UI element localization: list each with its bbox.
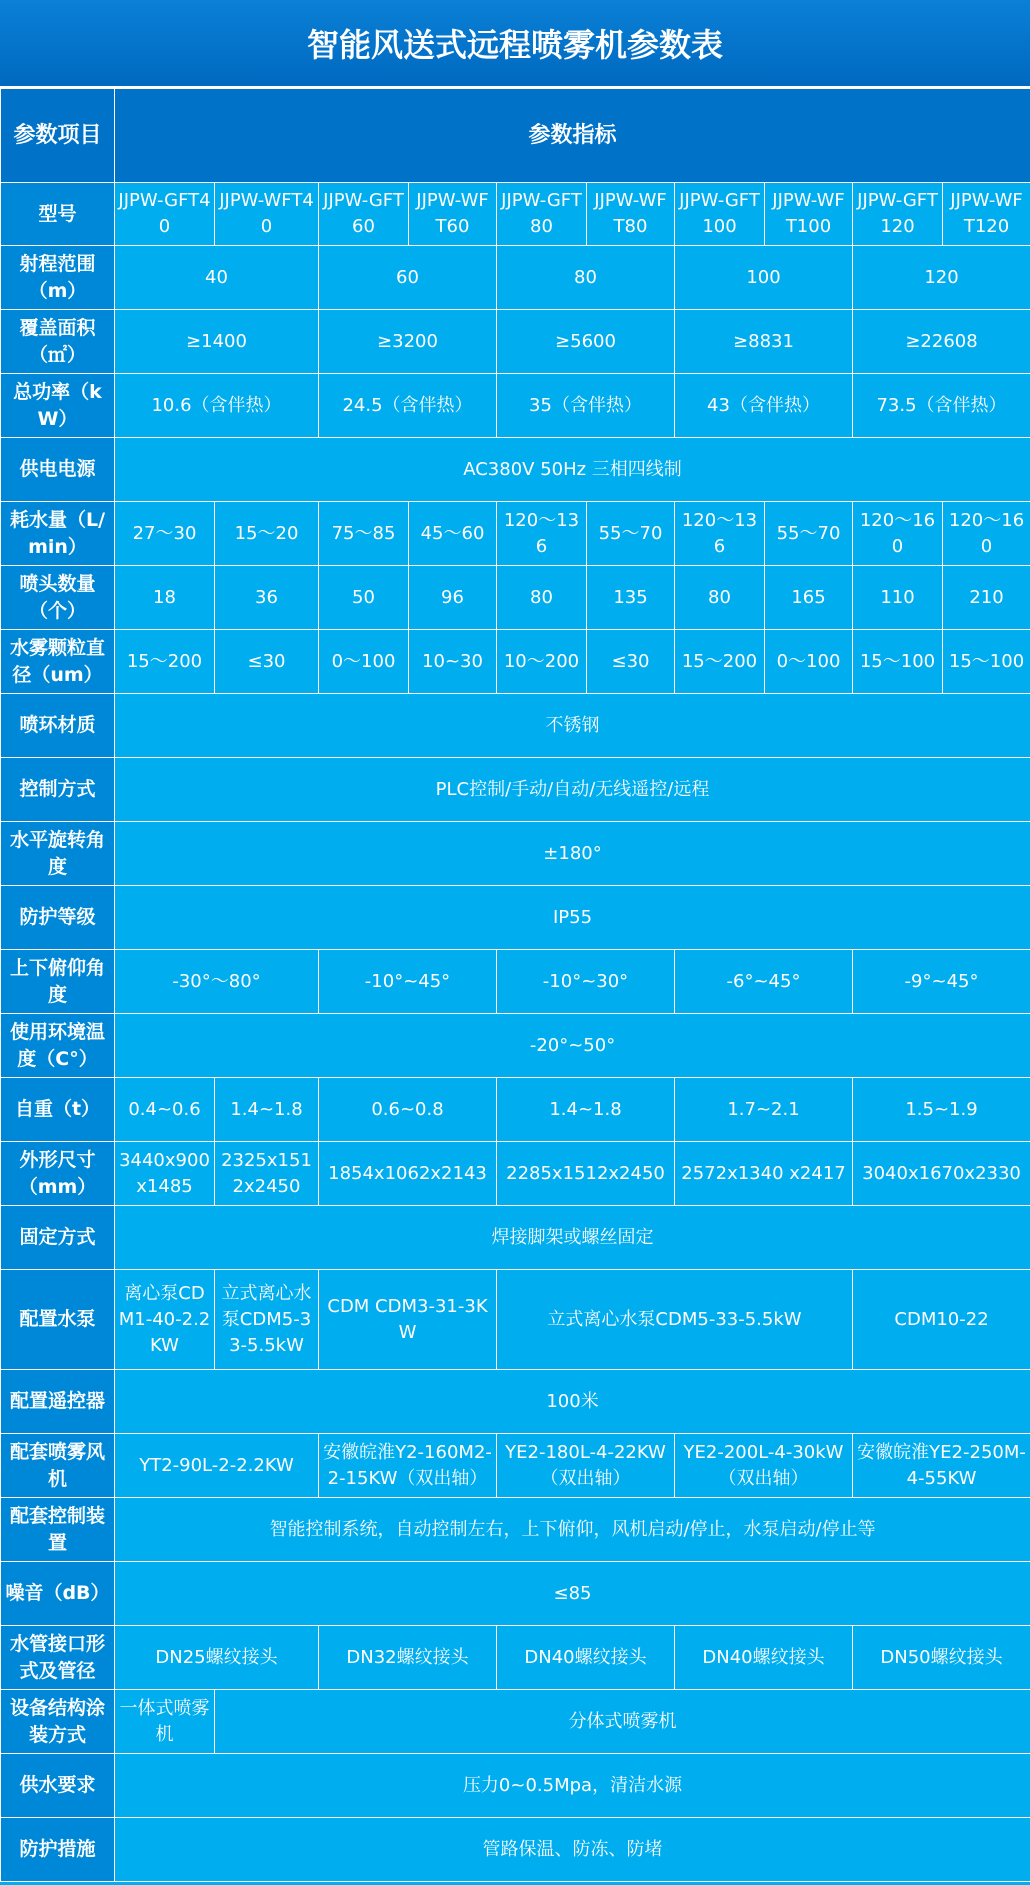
row-label: 防护等级 xyxy=(1,886,115,950)
row-label: 型号 xyxy=(1,183,115,246)
water-cell: 120～160 xyxy=(853,502,943,566)
pump-cell: 立式离心水泵CDM5-33-5.5kW xyxy=(215,1270,319,1370)
row-label: 射程范围（m） xyxy=(1,246,115,310)
row-structure xyxy=(1,1690,1030,1754)
pitch-cell: -10°~30° xyxy=(497,950,675,1014)
row-label: 配套控制装置 xyxy=(1,1498,115,1562)
droplet-cell: 0～100 xyxy=(319,630,409,694)
row-rotation xyxy=(1,822,1030,886)
row-noise xyxy=(1,1562,1030,1626)
power-cell: 24.5（含伴热） xyxy=(319,374,497,438)
model-cell: JJPW-GFT100 xyxy=(675,183,765,246)
structure-cell: 一体式喷雾机 xyxy=(115,1690,215,1754)
row-fan xyxy=(1,1434,1030,1498)
row-weight xyxy=(1,1078,1030,1142)
row-label: 固定方式 xyxy=(1,1206,115,1270)
pump-cell: CDM10-22 xyxy=(853,1270,1030,1370)
range-cell: 100 xyxy=(675,246,853,310)
model-cell: JJPW-GFT80 xyxy=(497,183,587,246)
pitch-cell: -9°~45° xyxy=(853,950,1030,1014)
pipe-cell: DN40螺纹接头 xyxy=(675,1626,853,1690)
row-label: 自重（t） xyxy=(1,1078,115,1142)
range-cell: 120 xyxy=(853,246,1030,310)
row-mount xyxy=(1,1206,1030,1270)
water-cell: 45～60 xyxy=(409,502,497,566)
water-req-cell: 压力0~0.5Mpa，清洁水源 xyxy=(115,1754,1030,1818)
droplet-cell: 15～100 xyxy=(943,630,1030,694)
row-label: 水雾颗粒直径（um） xyxy=(1,630,115,694)
size-cell: 2325x1512x2450 xyxy=(215,1142,319,1206)
protection-cell: IP55 xyxy=(115,886,1030,950)
pump-cell: 离心泵CDM1-40-2.2KW xyxy=(115,1270,215,1370)
row-coverage xyxy=(1,310,1030,374)
material-cell: 不锈钢 xyxy=(115,694,1030,758)
fan-cell: YE2-180L-4-22KW（双出轴） xyxy=(497,1434,675,1498)
size-cell: 3040x1670x2330 xyxy=(853,1142,1030,1206)
row-label: 使用环境温度（C°） xyxy=(1,1014,115,1078)
row-measures xyxy=(1,1818,1030,1882)
row-water-req xyxy=(1,1754,1030,1818)
coverage-cell: ≥5600 xyxy=(497,310,675,374)
control-cell: PLC控制/手动/自动/无线遥控/远程 xyxy=(115,758,1030,822)
row-range xyxy=(1,246,1030,310)
range-cell: 40 xyxy=(115,246,319,310)
nozzle-cell: 165 xyxy=(765,566,853,630)
page-title: 智能风送式远程喷雾机参数表 xyxy=(0,0,1030,88)
row-label: 总功率（kW） xyxy=(1,374,115,438)
fan-cell: YT2-90L-2-2.2KW xyxy=(115,1434,319,1498)
pitch-cell: -30°～80° xyxy=(115,950,319,1014)
pipe-cell: DN25螺纹接头 xyxy=(115,1626,319,1690)
row-model xyxy=(1,183,1030,246)
row-label: 配套喷雾风机 xyxy=(1,1434,115,1498)
row-pump xyxy=(1,1270,1030,1370)
row-pitch xyxy=(1,950,1030,1014)
water-cell: 15～20 xyxy=(215,502,319,566)
droplet-cell: 15～200 xyxy=(675,630,765,694)
coverage-cell: ≥22608 xyxy=(853,310,1030,374)
size-cell: 1854x1062x2143 xyxy=(319,1142,497,1206)
nozzle-cell: 80 xyxy=(497,566,587,630)
row-label: 覆盖面积（㎡） xyxy=(1,310,115,374)
row-label: 喷头数量（个） xyxy=(1,566,115,630)
nozzle-cell: 50 xyxy=(319,566,409,630)
nozzle-cell: 18 xyxy=(115,566,215,630)
row-ctrl-device xyxy=(1,1498,1030,1562)
row-label: 供电电源 xyxy=(1,438,115,502)
coverage-cell: ≥8831 xyxy=(675,310,853,374)
pump-cell: 立式离心水泵CDM5-33-5.5kW xyxy=(497,1270,853,1370)
row-label: 配置水泵 xyxy=(1,1270,115,1370)
water-cell: 120～136 xyxy=(497,502,587,566)
size-cell: 3440x900x1485 xyxy=(115,1142,215,1206)
water-cell: 55～70 xyxy=(765,502,853,566)
row-supply xyxy=(1,438,1030,502)
model-cell: JJPW-WFT100 xyxy=(765,183,853,246)
value-header: 参数指标 xyxy=(115,89,1030,183)
row-label: 配置遥控器 xyxy=(1,1370,115,1434)
supply-cell: AC380V 50Hz 三相四线制 xyxy=(115,438,1030,502)
row-label: 控制方式 xyxy=(1,758,115,822)
row-label: 噪音（dB） xyxy=(1,1562,115,1626)
row-protection xyxy=(1,886,1030,950)
pipe-cell: DN32螺纹接头 xyxy=(319,1626,497,1690)
row-nozzles xyxy=(1,566,1030,630)
model-cell: JJPW-GFT40 xyxy=(115,183,215,246)
nozzle-cell: 80 xyxy=(675,566,765,630)
row-label: 防护措施 xyxy=(1,1818,115,1882)
model-cell: JJPW-GFT120 xyxy=(853,183,943,246)
noise-cell: ≤85 xyxy=(115,1562,1030,1626)
pipe-cell: DN40螺纹接头 xyxy=(497,1626,675,1690)
weight-cell: 1.7~2.1 xyxy=(675,1078,853,1142)
row-droplet xyxy=(1,630,1030,694)
fan-cell: 安徽皖淮Y2-160M2-2-15KW（双出轴） xyxy=(319,1434,497,1498)
row-power xyxy=(1,374,1030,438)
table-header-row xyxy=(1,89,1030,183)
range-cell: 80 xyxy=(497,246,675,310)
nozzle-cell: 210 xyxy=(943,566,1030,630)
power-cell: 73.5（含伴热） xyxy=(853,374,1030,438)
mount-cell: 焊接脚架或螺丝固定 xyxy=(115,1206,1030,1270)
power-cell: 35（含伴热） xyxy=(497,374,675,438)
structure-cell: 分体式喷雾机 xyxy=(215,1690,1030,1754)
row-label: 耗水量（L/min） xyxy=(1,502,115,566)
model-cell: JJPW-WFT120 xyxy=(943,183,1030,246)
nozzle-cell: 96 xyxy=(409,566,497,630)
droplet-cell: ≤30 xyxy=(215,630,319,694)
rotation-cell: ±180° xyxy=(115,822,1030,886)
pitch-cell: -6°~45° xyxy=(675,950,853,1014)
pump-cell: CDM CDM3-31-3KW xyxy=(319,1270,497,1370)
weight-cell: 1.4~1.8 xyxy=(497,1078,675,1142)
row-water xyxy=(1,502,1030,566)
row-material xyxy=(1,694,1030,758)
row-remote xyxy=(1,1370,1030,1434)
weight-cell: 1.5~1.9 xyxy=(853,1078,1030,1142)
param-header: 参数项目 xyxy=(1,89,115,183)
droplet-cell: 10~30 xyxy=(409,630,497,694)
size-cell: 2285x1512x2450 xyxy=(497,1142,675,1206)
row-label: 外形尺寸（mm） xyxy=(1,1142,115,1206)
droplet-cell: ≤30 xyxy=(587,630,675,694)
ctrl-device-cell: 智能控制系统，自动控制左右，上下俯仰，风机启动/停止，水泵启动/停止等 xyxy=(115,1498,1030,1562)
row-label: 设备结构涂装方式 xyxy=(1,1690,115,1754)
model-cell: JJPW-WFT60 xyxy=(409,183,497,246)
range-cell: 60 xyxy=(319,246,497,310)
droplet-cell: 15～100 xyxy=(853,630,943,694)
weight-cell: 0.6~0.8 xyxy=(319,1078,497,1142)
power-cell: 43（含伴热） xyxy=(675,374,853,438)
nozzle-cell: 110 xyxy=(853,566,943,630)
coverage-cell: ≥3200 xyxy=(319,310,497,374)
droplet-cell: 0～100 xyxy=(765,630,853,694)
water-cell: 75～85 xyxy=(319,502,409,566)
water-cell: 27～30 xyxy=(115,502,215,566)
power-cell: 10.6（含伴热） xyxy=(115,374,319,438)
row-label: 水平旋转角度 xyxy=(1,822,115,886)
pipe-cell: DN50螺纹接头 xyxy=(853,1626,1030,1690)
row-label: 水管接口形式及管径 xyxy=(1,1626,115,1690)
droplet-cell: 10～200 xyxy=(497,630,587,694)
spec-table xyxy=(0,88,1030,1882)
water-cell: 120～136 xyxy=(675,502,765,566)
size-cell: 2572x1340 x2417 xyxy=(675,1142,853,1206)
row-control xyxy=(1,758,1030,822)
nozzle-cell: 36 xyxy=(215,566,319,630)
fan-cell: 安徽皖淮YE2-250M-4-55KW xyxy=(853,1434,1030,1498)
row-label: 上下俯仰角度 xyxy=(1,950,115,1014)
water-cell: 55～70 xyxy=(587,502,675,566)
row-temp xyxy=(1,1014,1030,1078)
model-cell: JJPW-GFT60 xyxy=(319,183,409,246)
fan-cell: YE2-200L-4-30kW（双出轴） xyxy=(675,1434,853,1498)
row-label: 喷环材质 xyxy=(1,694,115,758)
temp-cell: -20°~50° xyxy=(115,1014,1030,1078)
row-size xyxy=(1,1142,1030,1206)
row-label: 供水要求 xyxy=(1,1754,115,1818)
coverage-cell: ≥1400 xyxy=(115,310,319,374)
model-cell: JJPW-WFT40 xyxy=(215,183,319,246)
nozzle-cell: 135 xyxy=(587,566,675,630)
weight-cell: 0.4~0.6 xyxy=(115,1078,215,1142)
water-cell: 120～160 xyxy=(943,502,1030,566)
row-pipe xyxy=(1,1626,1030,1690)
weight-cell: 1.4~1.8 xyxy=(215,1078,319,1142)
model-cell: JJPW-WFT80 xyxy=(587,183,675,246)
pitch-cell: -10°~45° xyxy=(319,950,497,1014)
remote-cell: 100米 xyxy=(115,1370,1030,1434)
droplet-cell: 15～200 xyxy=(115,630,215,694)
measures-cell: 管路保温、防冻、防堵 xyxy=(115,1818,1030,1882)
